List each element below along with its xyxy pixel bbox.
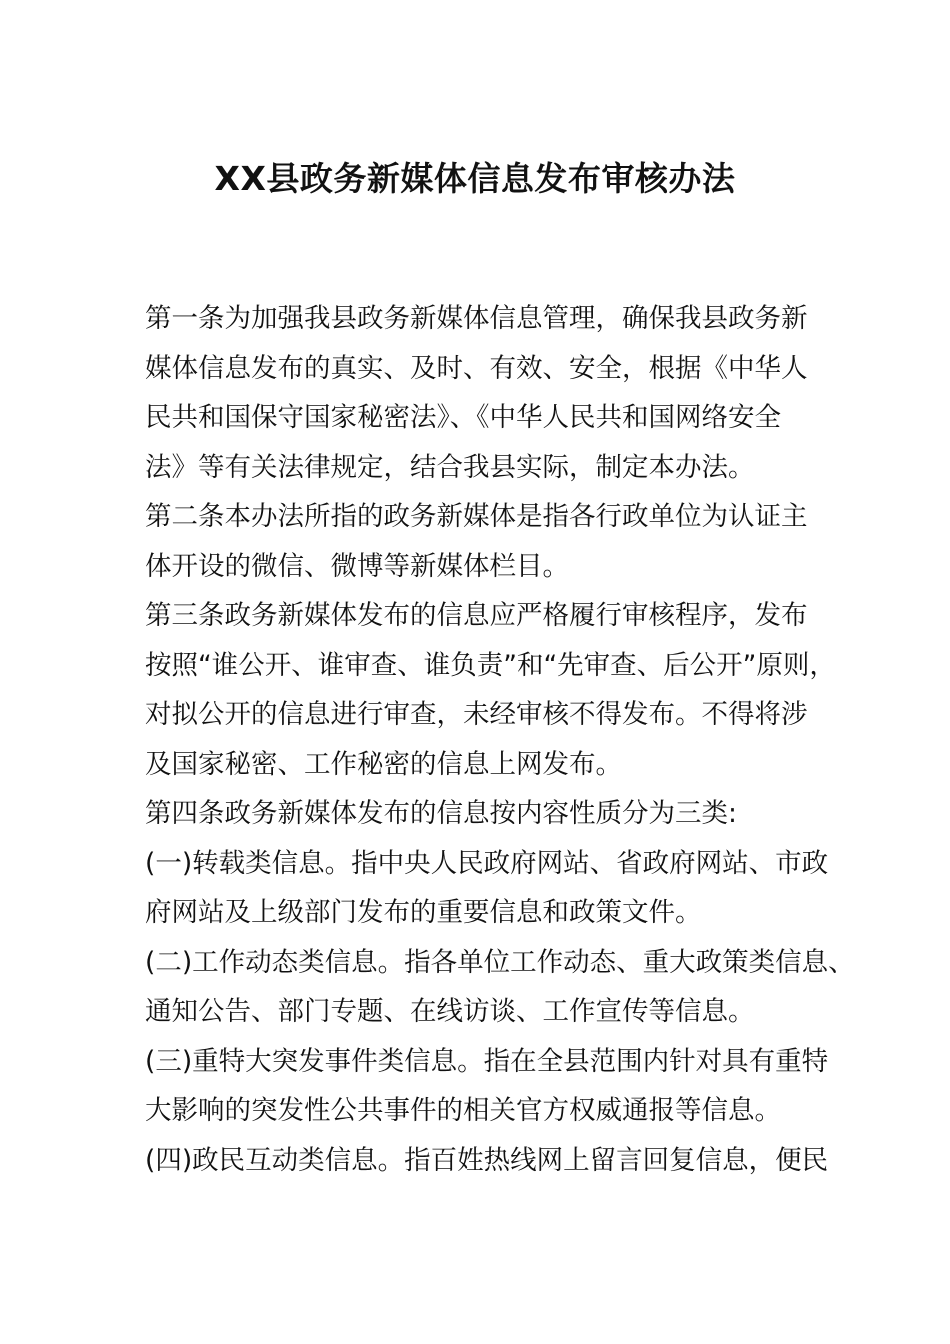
body-line: 第三条政务新媒体发布的信息应严格履行审核程序，发布 bbox=[145, 600, 808, 631]
body-line: (三)重特大突发事件类信息。指在全县范围内针对具有重特 bbox=[145, 1045, 829, 1077]
body-line: 及国家秘密、工作秘密的信息上网发布。 bbox=[145, 748, 622, 780]
body-line: 法》等有关法律规定，结合我县实际，制定本办法。 bbox=[145, 451, 755, 483]
body-line: 媒体信息发布的真实、及时、有效、安全，根据《中华人 bbox=[145, 352, 808, 384]
body-line: 体开设的微信、微博等新媒体栏目。 bbox=[145, 550, 569, 582]
body-line: 对拟公开的信息进行审查，未经审核不得发布。不得将涉 bbox=[145, 699, 808, 730]
body-line: 按照“谁公开、谁审查、谁负责”和“先审查、后公开”原则， bbox=[145, 649, 836, 681]
body-line: 第二条本办法所指的政务新媒体是指各行政单位为认证主 bbox=[145, 501, 808, 532]
body-line: 大影响的突发性公共事件的相关官方权威通报等信息。 bbox=[145, 1095, 781, 1126]
body-line: 府网站及上级部门发布的重要信息和政策文件。 bbox=[145, 897, 702, 928]
document-body bbox=[145, 294, 855, 1185]
body-line: 第四条政务新媒体发布的信息按内容性质分为三类: bbox=[145, 798, 737, 829]
body-line: (二)工作动态类信息。指各单位工作动态、重大政策类信息、 bbox=[145, 946, 855, 978]
body-line: (一)转载类信息。指中央人民政府网站、省政府网站、市政 bbox=[145, 847, 829, 879]
document-title: XX县政务新媒体信息发布审核办法 bbox=[214, 159, 736, 198]
body-line: 第一条为加强我县政务新媒体信息管理，确保我县政务新 bbox=[145, 303, 808, 334]
body-line: (四)政民互动类信息。指百姓热线网上留言回复信息，便民 bbox=[145, 1144, 829, 1176]
body-line: 民共和国保守国家秘密法》、《中华人民共和国网络安全 bbox=[145, 402, 781, 433]
body-line: 通知公告、部门专题、在线访谈、工作宣传等信息。 bbox=[145, 996, 755, 1027]
